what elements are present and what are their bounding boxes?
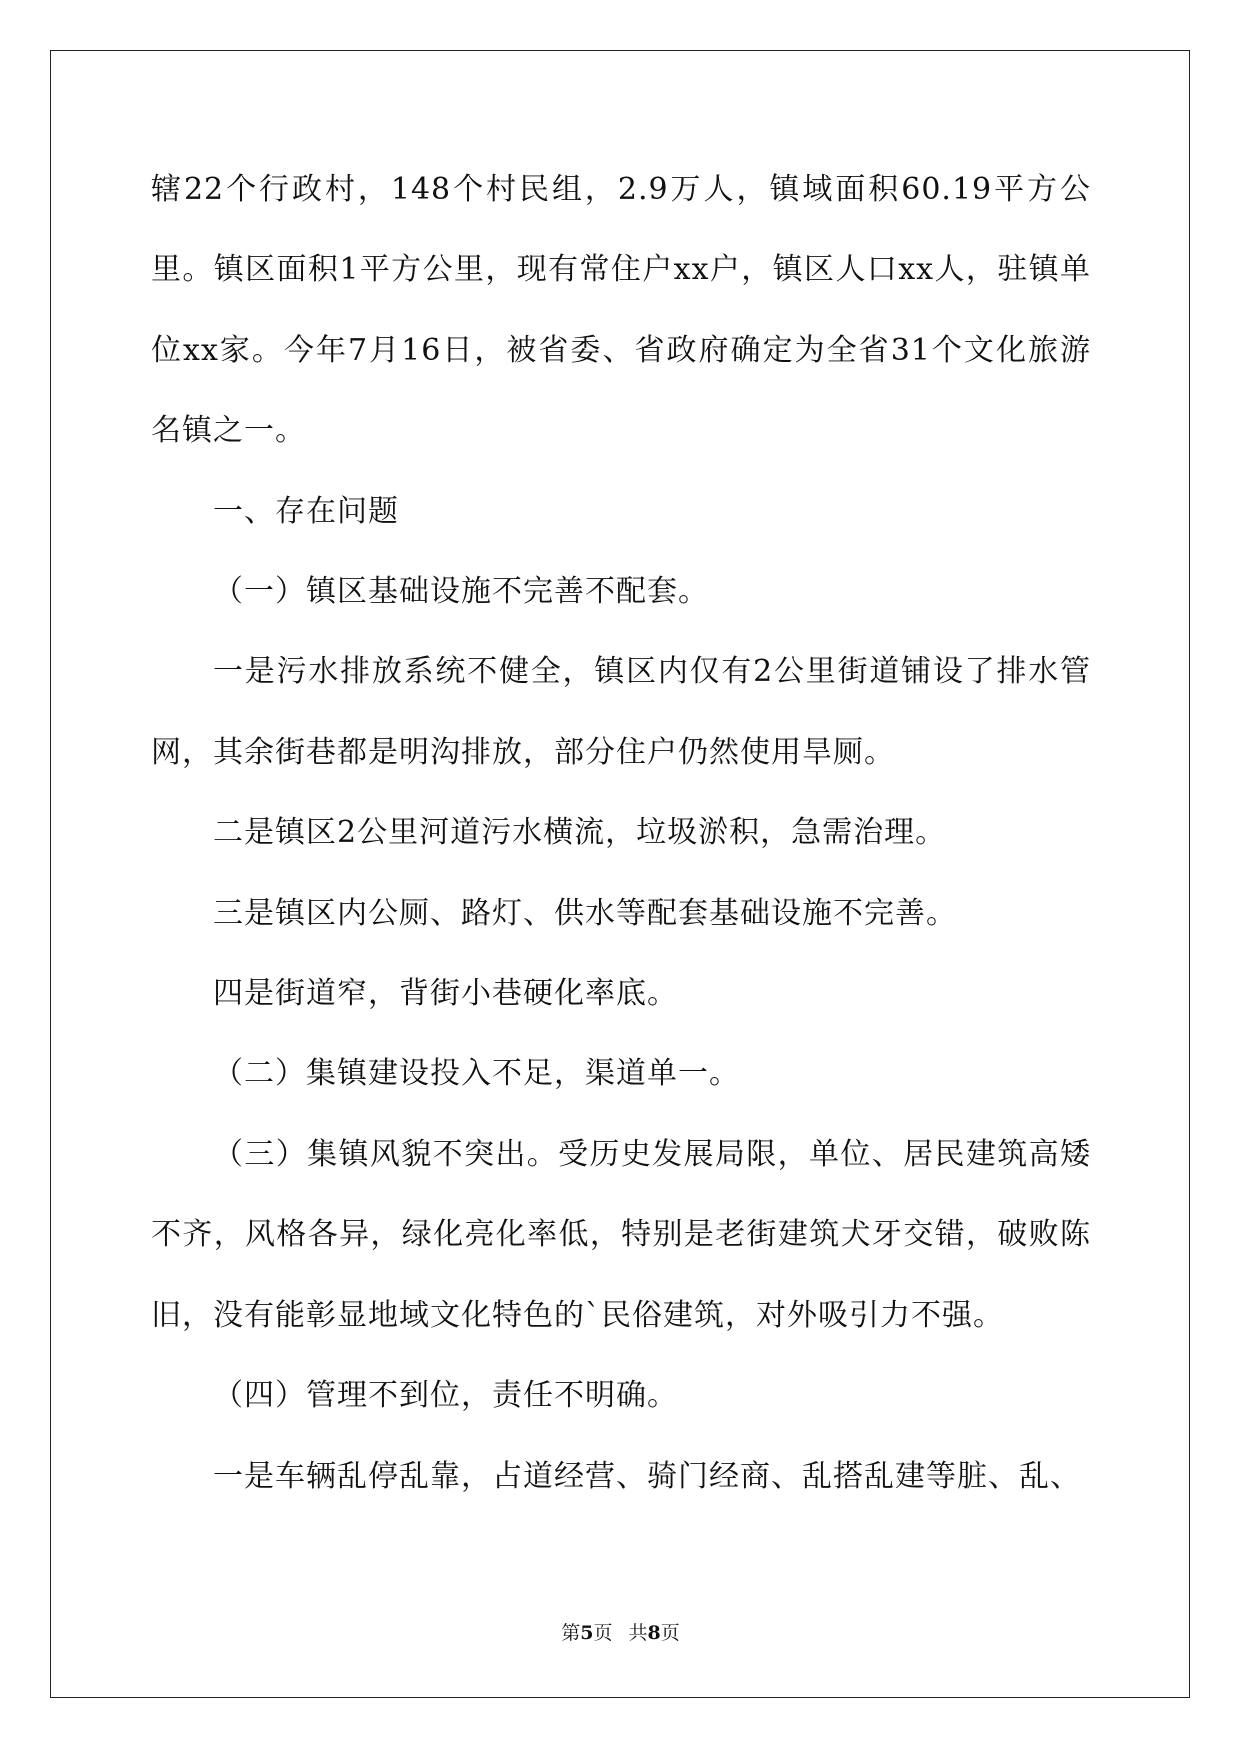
paragraph-3: 二是镇区2公里河道污水横流，垃圾淤积，急需治理。 xyxy=(213,815,947,851)
paragraph-2: 一是污水排放系统不健全，镇区内仅有2公里街道铺设了排水管网，其余街巷都是明沟排放，部分住户仍然使用旱厕。 xyxy=(151,654,1091,770)
page-number: 5 xyxy=(580,1622,594,1644)
paragraph-1: 辖22个行政村，148个村民组，2.9万人，镇域面积60.19平方公里。镇区面积1平方公里，现有常住户xx户，镇区人口xx人，驻镇单位xx家。今年7月16日，被省委、省政府确定为全省31个文化旅游名镇之一。 xyxy=(151,172,1091,449)
total-suffix: 页 xyxy=(660,1622,680,1644)
page-suffix: 页 xyxy=(593,1622,613,1644)
total-prefix: 共 xyxy=(628,1622,648,1644)
subsection-heading-1: （一）镇区基础设施不完善不配套。 xyxy=(213,574,709,610)
paragraph-5: 四是街道窄，背街小巷硬化率底。 xyxy=(213,976,678,1012)
subsection-heading-4: （四）管理不到位，责任不明确。 xyxy=(213,1378,678,1414)
paragraph-4: 三是镇区内公厕、路灯、供水等配套基础设施不完善。 xyxy=(213,895,957,931)
total-pages: 8 xyxy=(647,1622,661,1644)
paragraph-7: 一是车辆乱停乱靠，占道经营、骑门经商、乱搭乱建等脏、乱、 xyxy=(213,1458,1081,1494)
document-body xyxy=(151,150,1091,1517)
section-heading: 一、存在问题 xyxy=(213,493,399,529)
page-prefix: 第 xyxy=(561,1622,581,1644)
page-footer xyxy=(0,1618,1241,1645)
subsection-heading-2: （二）集镇建设投入不足，渠道单一。 xyxy=(213,1056,740,1092)
paragraph-6: （三）集镇风貌不突出。受历史发展局限，单位、居民建筑高矮不齐，风格各异，绿化亮化率低，特别是老街建筑犬牙交错，破败陈旧，没有能彰显地域文化特色的`民俗建筑，对外吸引力不强。 xyxy=(151,1136,1091,1333)
